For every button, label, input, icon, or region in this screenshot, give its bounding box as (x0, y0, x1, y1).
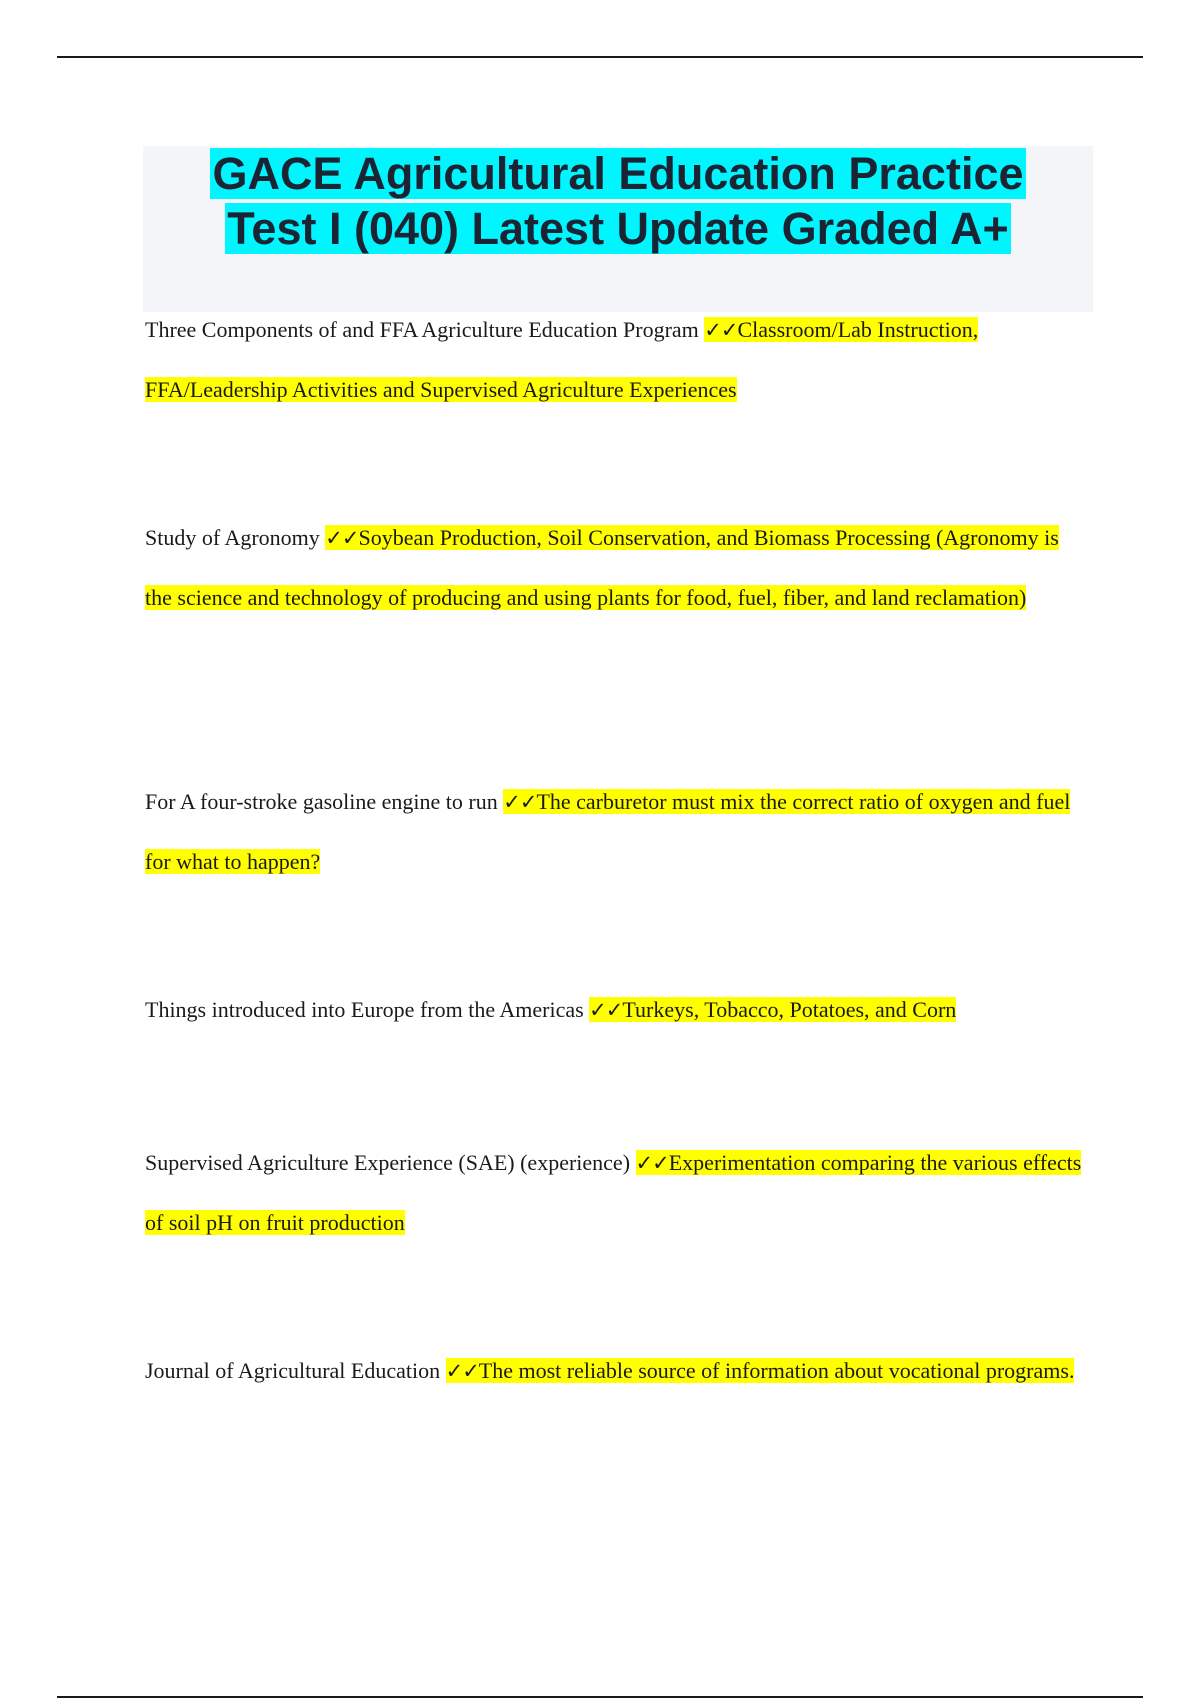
answer-text: Experimentation comparing the various effects of soil pH on fruit production (145, 1150, 1082, 1235)
qa-item (145, 300, 1085, 420)
answer-text: The most reliable source of information about vocational programs. (478, 1358, 1075, 1383)
double-check-icon: ✓✓ (635, 1151, 669, 1175)
double-check-icon: ✓✓ (445, 1359, 479, 1383)
answer-text: Turkeys, Tobacco, Potatoes, and Corn (622, 997, 957, 1022)
title-line-1: GACE Agricultural Education Practice (212, 148, 1024, 199)
qa-item (145, 772, 1085, 892)
double-check-icon: ✓✓ (325, 526, 359, 550)
question-text: Three Components of and FFA Agriculture Education Program (145, 317, 699, 342)
answer-highlight (589, 997, 956, 1022)
title-box (143, 146, 1093, 312)
qa-item (145, 1341, 1085, 1401)
double-check-icon: ✓✓ (704, 318, 738, 342)
title-line-2: Test I (040) Latest Update Graded A+ (227, 203, 1009, 254)
question-text: Things introduced into Europe from the Americas (145, 997, 584, 1022)
answer-text: The carburetor must mix the correct ratio of oxygen and fuel for what to happen? (145, 789, 1071, 874)
answer-highlight (446, 1358, 1075, 1383)
question-text: Journal of Agricultural Education (145, 1358, 441, 1383)
page-title (143, 146, 1093, 256)
qa-item (145, 980, 1085, 1040)
double-check-icon: ✓✓ (503, 790, 537, 814)
top-rule (57, 56, 1143, 58)
answer-text: Soybean Production, Soil Conservation, and Biomass Processing (Agronomy is the science and technology of producing and using plants for food, fuel, fiber, and land reclamation) (145, 525, 1059, 610)
qa-item (145, 1133, 1085, 1253)
qa-item (145, 508, 1085, 628)
answer-text: Classroom/Lab Instruction, FFA/Leadership Activities and Supervised Agriculture Experiences (145, 317, 979, 402)
double-check-icon: ✓✓ (589, 998, 623, 1022)
question-text: Study of Agronomy (145, 525, 320, 550)
question-text: Supervised Agriculture Experience (SAE) (experience) (145, 1150, 631, 1175)
question-text: For A four-stroke gasoline engine to run (145, 789, 498, 814)
bottom-rule (57, 1696, 1143, 1698)
